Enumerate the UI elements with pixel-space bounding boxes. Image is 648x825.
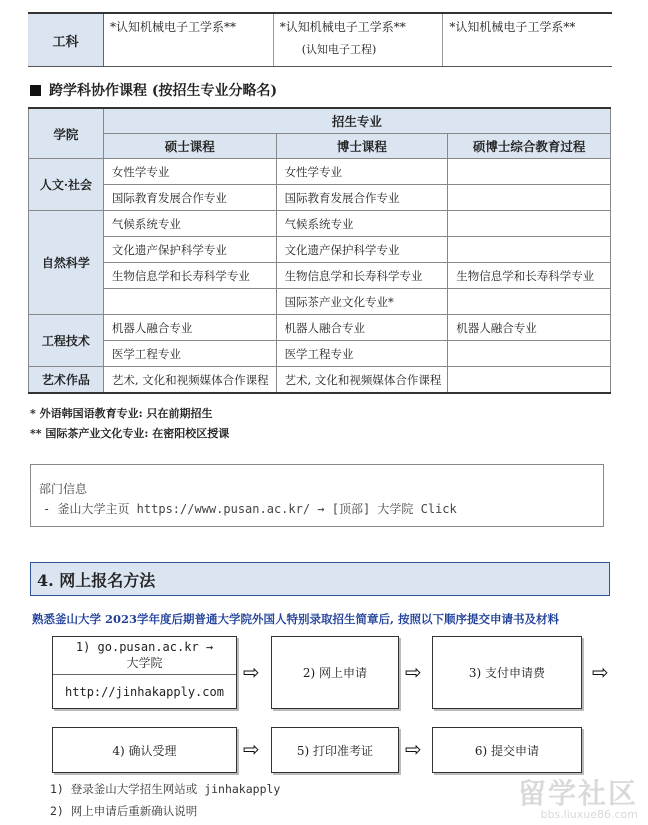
step-4-label: 4) 确认受理	[112, 743, 177, 758]
table-cell: 文化遗产保护科学专业	[276, 237, 448, 263]
table-row	[29, 289, 611, 315]
top-cell-2-sub: (认知电子工程)	[301, 43, 377, 56]
step-1-url: 1) go.pusan.ac.kr →	[75, 640, 214, 654]
step-4-box	[52, 727, 237, 773]
table-header-row-2	[29, 134, 611, 159]
table-cell	[448, 367, 611, 394]
table-cell: 艺术, 文化和视频媒体合作课程	[103, 367, 276, 394]
top-cell-2	[273, 13, 443, 67]
table-cell: 机器人融合专业	[276, 315, 448, 341]
table-cell: 文化遗产保护科学专业	[103, 237, 276, 263]
step-3-label: 3) 支付申请费	[468, 666, 546, 680]
table-cell: 医学工程专业	[276, 341, 448, 367]
table-row	[29, 237, 611, 263]
step-3-box	[432, 636, 582, 709]
table-cell	[448, 159, 611, 185]
watermark-logo	[518, 772, 638, 821]
col-header-group: 招生专业	[103, 108, 610, 134]
col-header-master: 硕士课程	[103, 134, 276, 159]
program-table	[28, 107, 611, 394]
section4-title: 4. 网上报名方法	[37, 570, 156, 590]
top-cell-3	[443, 13, 612, 67]
step-1-box	[52, 636, 237, 709]
footnote-2: 2) 网上申请后重新确认说明	[50, 804, 198, 818]
table-cell	[448, 211, 611, 237]
group-arts: 艺术作品	[29, 367, 104, 394]
table-cell: 医学工程专业	[103, 341, 276, 367]
table-cell	[103, 289, 276, 315]
table-cell	[448, 289, 611, 315]
note-1: * 外语韩国语教育专业: 只在前期招生	[30, 407, 213, 420]
arrow-right-icon: ⇨	[405, 660, 422, 684]
table-cell: 生物信息学和长寿科学专业	[103, 263, 276, 289]
arrow-right-icon: ⇨	[243, 737, 260, 761]
arrow-right-icon: ⇨	[405, 737, 422, 761]
table-cell: 生物信息学和长寿科学专业	[448, 263, 611, 289]
table-row	[29, 367, 611, 394]
watermark-text: 留学社区	[517, 777, 638, 810]
table-cell: 国际教育发展合作专业	[103, 185, 276, 211]
watermark-url: bbs.liuxue86.com	[540, 808, 638, 821]
table-row	[29, 315, 611, 341]
footnote-1: 1) 登录釜山大学招生网站或 jinhakapply	[50, 782, 281, 796]
table-cell	[448, 341, 611, 367]
col-header-combined: 硕博士综合教育过程	[448, 134, 611, 159]
table-row	[29, 263, 611, 289]
step-5-box	[271, 727, 399, 773]
table-cell: 机器人融合专业	[448, 315, 611, 341]
group-engineering: 工程技术	[29, 315, 104, 367]
arrow-right-icon: ⇨	[592, 660, 609, 684]
info-title: 部门信息	[39, 482, 88, 496]
group-humanities: 人文·社会	[29, 159, 104, 211]
step-6-label: 6) 提交申请	[474, 743, 540, 758]
step-6-box	[432, 727, 582, 773]
table-row	[29, 159, 611, 185]
top-cell-1	[104, 13, 274, 67]
info-line: - 釜山大学主页 https://www.pusan.ac.kr/ → [顶部] 大学院 Click	[43, 502, 457, 516]
table-cell: 女性学专业	[103, 159, 276, 185]
top-cell-3-main: *认知机械电子工学系**	[449, 20, 576, 34]
table-row	[29, 341, 611, 367]
top-row-label: 工科	[28, 13, 104, 67]
group-natural-science: 自然科学	[29, 211, 104, 315]
table-cell: 气候系统专业	[276, 211, 448, 237]
top-cell-1-main: *认知机械电子工学系**	[110, 20, 237, 34]
table-cell: 国际茶产业文化专业*	[276, 289, 448, 315]
arrow-right-icon: ⇨	[243, 660, 260, 684]
table-row	[29, 211, 611, 237]
section-heading-interdisciplinary	[30, 80, 277, 100]
step-1-label: 大学院	[126, 656, 163, 670]
col-header-doctor: 博士课程	[276, 134, 448, 159]
table-cell: 气候系统专业	[103, 211, 276, 237]
table-cell: 女性学专业	[276, 159, 448, 185]
section1-title: 跨学科协作课程 (按招生专业分略名)	[49, 83, 278, 99]
table-header-row-1	[29, 108, 611, 134]
step-2-box	[271, 636, 399, 709]
top-cell-2-main: *认知机械电子工学系**	[279, 20, 406, 34]
top-program-table	[28, 12, 612, 67]
department-info-box	[30, 464, 604, 527]
col-header-college: 学院	[29, 108, 104, 159]
table-cell: 艺术, 文化和视频媒体合作课程	[276, 367, 448, 394]
table-cell: 机器人融合专业	[103, 315, 276, 341]
step-2-label: 2) 网上申请	[302, 666, 368, 680]
square-bullet-icon	[30, 85, 41, 96]
table-cell	[448, 237, 611, 263]
table-row	[29, 185, 611, 211]
section4-header	[30, 562, 610, 596]
table-cell	[448, 185, 611, 211]
table-cell: 生物信息学和长寿科学专业	[276, 263, 448, 289]
table-cell: 国际教育发展合作专业	[276, 185, 448, 211]
application-intro: 熟悉釜山大学 2023学年度后期普通大学院外国人特别录取招生简章后, 按照以下顺序提交申请书及材料	[32, 612, 560, 626]
step-5-label: 5) 打印准考证	[296, 743, 374, 758]
note-2: ** 国际茶产业文化专业: 在密阳校区授课	[30, 427, 230, 440]
step-1-site: http://jinhakapply.com	[65, 685, 224, 699]
